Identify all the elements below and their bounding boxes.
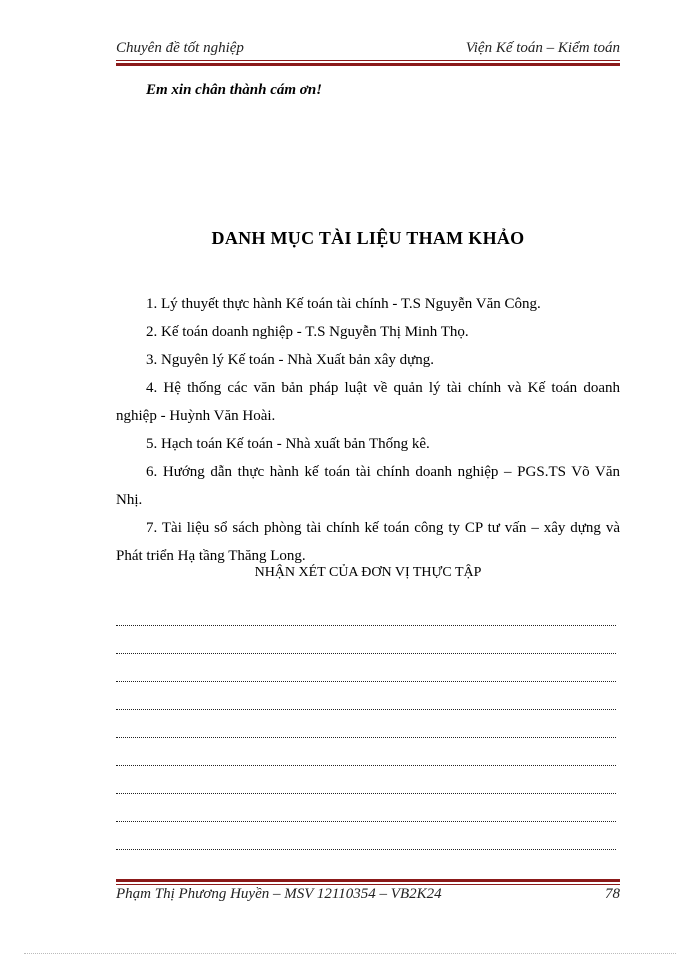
header-topic: Chuyên đề tốt nghiệp [116, 40, 244, 56]
evaluation-title: NHẬN XÉT CỦA ĐƠN VỊ THỰC TẬP [254, 565, 482, 580]
dotted-line [116, 794, 616, 822]
footer-author: Phạm Thị Phương Huyền – MSV 12110354 – VB2K24 [116, 886, 442, 902]
page-bottom-divider [24, 953, 676, 954]
reference-item: 5. Hạch toán Kế toán - Nhà xuất bản Thống kê. [146, 436, 430, 452]
reference-item: 4. Hệ thống các văn bản pháp luật về quản lý tài chính và Kế toán doanh nghiệp - Huỳnh Văn Hoài. [116, 380, 620, 424]
page-header [116, 40, 620, 60]
reference-item: 2. Kế toán doanh nghiệp - T.S Nguyễn Thị Minh Thọ. [146, 324, 469, 340]
header-rule-thin [116, 60, 620, 61]
dotted-line [116, 654, 616, 682]
dotted-line [116, 766, 616, 794]
reference-item: 1. Lý thuyết thực hành Kế toán tài chính - T.S Nguyễn Văn Công. [146, 296, 541, 312]
evaluation-lines [116, 598, 616, 850]
footer-rule-thick [116, 879, 620, 882]
dotted-line [116, 738, 616, 766]
dotted-line [116, 682, 616, 710]
dotted-line [116, 710, 616, 738]
dotted-line [116, 598, 616, 626]
page-number: 78 [605, 886, 620, 902]
references-title: DANH MỤC TÀI LIỆU THAM KHẢO [211, 228, 525, 248]
thanks-line: Em xin chân thành cám ơn! [146, 82, 323, 98]
page-footer [116, 886, 620, 906]
dotted-line [116, 626, 616, 654]
reference-item: 6. Hướng dẫn thực hành kế toán tài chính doanh nghiệp – PGS.TS Võ Văn Nhị. [116, 464, 620, 508]
reference-item: 3. Nguyên lý Kế toán - Nhà Xuất bản xây dựng. [146, 352, 435, 368]
dotted-line [116, 822, 616, 850]
footer-rule-thin [116, 884, 620, 885]
reference-item: 7. Tài liệu sổ sách phòng tài chính kế toán công ty CP tư vấn – xây dựng và Phát triển Hạ tầng Thăng Long. [116, 520, 620, 564]
header-institute: Viện Kế toán – Kiểm toán [465, 40, 620, 56]
header-rule-thick [116, 63, 620, 66]
reference-list [116, 290, 620, 570]
